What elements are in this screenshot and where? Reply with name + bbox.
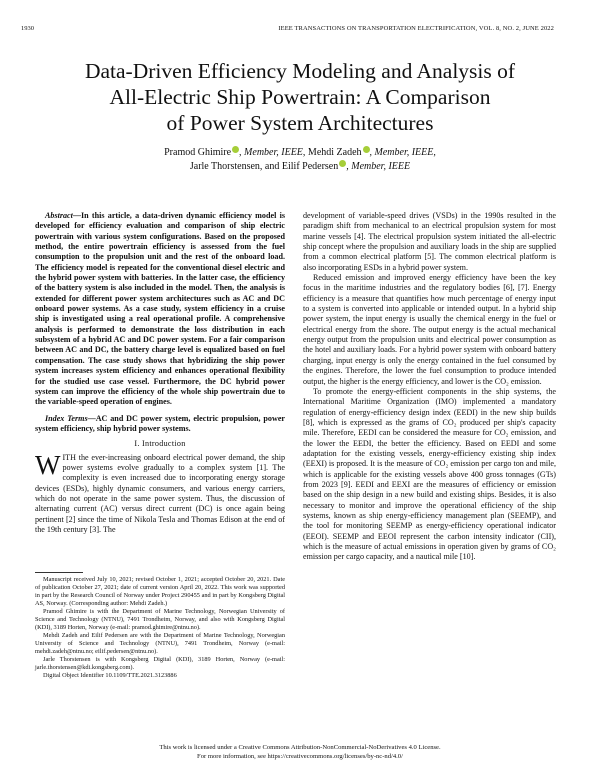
- license-notice: [0, 743, 600, 761]
- footnote: Manuscript received July 10, 2021; revised October 1, 2021; accepted October 20, 2021. Date of publication October 27, 2021; date of current version April 20, 2022. This work was supported in part by the Research Council of Norway under Project 290455 and in part by Kongsberg Digital AS, Norway. (Corresponding author: Mehdi Zadeh.): [35, 576, 285, 607]
- orcid-icon[interactable]: [363, 146, 370, 153]
- abstract: [35, 211, 285, 408]
- journal-header: IEEE TRANSACTIONS ON TRANSPORTATION ELECTRIFICATION, VOL. 8, NO. 2, JUNE 2022: [278, 25, 554, 32]
- intro-text: ITH the ever-increasing onboard electrical power demand, the ship power systems evolve gradually to a complex system [1]. The complexity is even increased due to incorporating energy storage devices (ESDs), highly dynamic consumers, and various energy carriers, which do not operate in the same power system. Thus, the discussion of alternating current (AC) versus direct current (DC) is once again being pertinent [2] since the time of Nikola Tesla and Thomas Edison at the end of the 19th century [3]. The: [35, 452, 285, 534]
- dropcap: W: [35, 449, 61, 480]
- index-terms-text: —AC and DC power system, electric propulsion, power system efficiency, ship hybrid power systems.: [35, 413, 286, 433]
- footnote-rule: [35, 572, 83, 573]
- intro-paragraph: [35, 449, 285, 536]
- author-name: Jarle Thorstensen, and Eilif Pedersen: [189, 161, 339, 172]
- footnote: Mehdi Zadeh and Eilif Pedersen are with the Department of Marine Technology, Norwegian University of Science and Technology (NTNU), 7491 Trondheim, Norway (e-mail: mehdi.zadeh@ntnu.no; eilif.pedersen@ntnu.no).: [35, 632, 285, 655]
- license-link[interactable]: For more information, see https://creativecommons.org/licenses/by-nc-nd/4.0/: [197, 753, 403, 760]
- title-line: Data-Driven Efficiency Modeling and Analysis of: [84, 59, 516, 83]
- body-paragraph: To promote the energy-efficient components in the ship systems, the International Maritime Organization (IMO) implemented a mandatory regulation of energy-efficiency design index (EEDI) in the new ship builds [8], which is expressed as the grams of CO₂ produced per ship's capacity mile. Therefore, EEDI can be considered the measure for CO₂ emission, and the lower the EEDI, the better the efficiency. Based on EEDI and some adaptation for the existing vessels, energy-efficiency existing ship index (EEXI) is proposed. It is the measure of CO₂ emission per cargo ton and mile, which is applicable for the existing vessels above 400 gross tonnages (GTs) from 2023 [9]. EEDI and EEXI are the measures of efficiency or emission based on the ship design in a new build and existing ships. Besides, it is also necessary to monitor and improve the operational efficiency of the ship systems, known as ship energy-efficiency management plan (SEEMP), and the tool for monitoring SEEMP as energy-efficiency operational indicator (EEOI). SEEMP and EEOI represent the carbon intensity indicator (CII), which is the measure of actual emissions in operation given by grams of CO₂ emission per cargo capacity, and a nautical mile [10].: [303, 386, 556, 562]
- footnotes: [35, 576, 285, 680]
- author-name: , Mehdi Zadeh: [302, 147, 362, 158]
- page-number: 1930: [21, 25, 34, 32]
- abstract-text: —In this article, a data-driven dynamic efficiency model is developed for efficiency evaluation and comparison of ship electric powertrain with various system configurations. Based on the proposed method, the entire powertrain efficiency is assessed from the fuel consumption to the propulsion unit and the rest of the onboard load. The efficiency model is repeated for the conventional diesel electric and the hybrid power system with batteries. In the latter case, the efficiency of the battery system is also included in the model. Then, the analysis is extended for different power system architectures such as AC and DC onboard power systems. As a case study, system efficiency in a cruise ship is investigated using a real operational profile. A comprehensive analysis is performed to demonstrate the loss distribution in each subsystem of a hybrid AC and DC power system. For a fair comparison between AC and DC, the battery charge level is equalized based on fuel compensation. The case study shows that hybridizing the ship power system increases system efficiency and enhances operational flexibility for the studied use case vessel. Furthermore, the DC hybrid power system can improve the efficiency of the whole ship powertrain due to the variable-speed operation of engines.: [35, 211, 285, 407]
- license-line: This work is licensed under a Creative Commons Attribution-NonCommercial-NoDerivatives 4.0 License.: [159, 744, 441, 751]
- orcid-icon[interactable]: [232, 146, 239, 153]
- abstract-label: Abstract: [45, 211, 73, 220]
- footnote: Jarle Thorstensen is with Kongsberg Digital (KDI), 3189 Horten, Norway (e-mail: jarle.thorstensen@kdi.kongsberg.com).: [35, 656, 285, 671]
- body-paragraph: development of variable-speed drives (VSDs) in the 1990s resulted in the paradigm shift from mechanical to an electrical propulsion system for most marine vessels [4]. The electrical propulsion system initiated the all-electric ship concept where the propulsion and auxiliary loads in the ship are supplied from a common electrical platform [5]. The common electrical platform is also incorporating ESDs in a hybrid power system.: [303, 211, 556, 272]
- author-list: Pramod Ghimire , Member, IEEE, Mehdi Zadeh , Member, IEEE, Jarle Thorstensen, and Eilif Pedersen , Member, IEEE: [164, 147, 436, 172]
- title-line: All-Electric Ship Powertrain: A Comparison: [109, 85, 491, 109]
- left-column: [35, 211, 285, 535]
- footnote: Pramod Ghimire is with the Department of Marine Technology, Norwegian University of Science and Technology (NTNU), 7491 Trondheim, Norway, and also with Kongsberg Digital (KDI), 3189 Horten, Norway (e-mail: pramod.ghimire@ntnu.no).: [35, 608, 285, 631]
- index-terms-label: Index Terms: [45, 413, 88, 423]
- paper-title: [0, 58, 600, 136]
- author-role: , Member, IEEE: [369, 147, 434, 158]
- author-role: , Member, IEEE: [239, 147, 303, 158]
- author-name: Pramod Ghimire: [164, 147, 232, 158]
- index-terms: [35, 414, 285, 435]
- doi: Digital Object Identifier 10.1109/TTE.2021.3123886: [43, 672, 177, 679]
- body-paragraph: Reduced emission and improved energy efficiency have been the key focus in the maritime industries and the regulatory bodies [6], [7]. Energy efficiency is a measure that quantifies how much percentage of energy input to a system is converted into applicable or intended output. In a hybrid ship power system, the input energy is usually the chemical energy in the fuel or electrical energy from the shore. The output energy is the actual mechanical energy output from the propulsion units and electrical power consumption as the hotel and auxiliary loads. For a hybrid power system with onboard battery charging, input energy is only the energy contained in the fuel consumed by the engines. Therefore, the lower the fuel consumption to produce intended output, the higher is the energy efficiency, and lower is the CO₂ emission.: [303, 273, 556, 386]
- right-column: [303, 211, 556, 563]
- title-line: of Power System Architectures: [166, 111, 434, 135]
- section-heading: I. Introduction: [134, 439, 186, 449]
- author-role: , Member, IEEE: [346, 161, 411, 172]
